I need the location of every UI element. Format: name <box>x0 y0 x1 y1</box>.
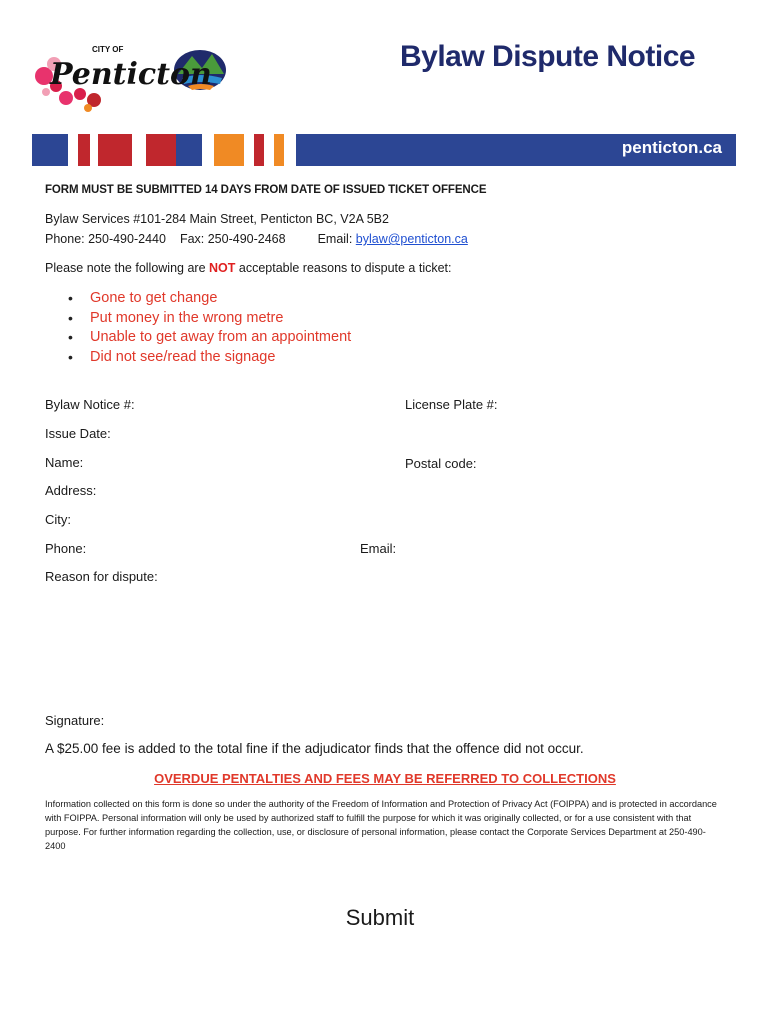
city-logo <box>32 38 232 118</box>
unacceptable-reasons-list <box>68 289 351 368</box>
privacy-statement: Information collected on this form is done so under the authority of the Freedom of Information and Protection of Privacy Act (FOIPPA) and is protected in accordance with FOIPPA. Personal information will only be used by authorized staff to fulfill the purpose for which it was originally collected, or for a use consistent with that purpose. For further information regarding the collection, use, or disclosure of personal information, please contact the Corporate Services Department at 250-490-2400 <box>45 799 717 851</box>
address-field[interactable]: Address: <box>45 483 97 498</box>
submission-deadline-notice: FORM MUST BE SUBMITTED 14 DAYS FROM DATE OF ISSUED TICKET OFFENCE <box>45 184 487 196</box>
phone-number: Phone: 250-490-2440 <box>45 232 166 246</box>
header-banner <box>32 134 736 166</box>
phone-field[interactable]: Phone: <box>45 541 87 556</box>
bylaw-notice-field[interactable]: Bylaw Notice #: <box>45 397 135 412</box>
list-item: • Put money in the wrong metre <box>68 309 351 329</box>
city-field[interactable]: City: <box>45 512 71 527</box>
list-item: • Unable to get away from an appointment <box>68 328 351 348</box>
contact-line <box>45 232 468 246</box>
site-url: penticton.ca <box>621 138 722 157</box>
signature-field[interactable]: Signature: <box>45 713 105 728</box>
logo-city-of: CITY OF <box>92 45 124 54</box>
license-plate-field[interactable]: License Plate #: <box>405 397 498 412</box>
reason-for-dispute-field[interactable]: Reason for dispute: <box>45 569 158 584</box>
not-emphasis: NOT <box>209 261 236 275</box>
list-item: • Gone to get change <box>68 289 351 309</box>
email-link[interactable]: bylaw@penticton.ca <box>355 232 468 246</box>
issue-date-field[interactable]: Issue Date: <box>45 426 111 441</box>
email-label: Email: <box>317 232 356 246</box>
name-field[interactable]: Name: <box>45 455 84 470</box>
intro-text: Please note the following are <box>45 261 209 275</box>
postal-code-field[interactable]: Postal code: <box>405 456 477 471</box>
email-field[interactable]: Email: <box>360 541 397 556</box>
fee-notice: A $25.00 fee is added to the total fine if the adjudicator finds that the offence did not occur. <box>45 741 584 756</box>
office-address: Bylaw Services #101-284 Main Street, Penticton BC, V2A 5B2 <box>45 212 389 226</box>
fax-number: Fax: 250-490-2468 <box>179 232 286 246</box>
submit-button[interactable]: Submit <box>345 905 415 930</box>
list-item: • Did not see/read the signage <box>68 348 351 368</box>
logo-wordmark: Penticton <box>50 57 212 92</box>
overdue-warning: OVERDUE PENTALTIES AND FEES MAY BE REFERRED TO COLLECTIONS <box>154 771 616 786</box>
page-title: Bylaw Dispute Notice <box>400 40 696 73</box>
intro-text-end: acceptable reasons to dispute a ticket: <box>235 261 452 275</box>
unacceptable-reasons-intro <box>45 261 452 275</box>
